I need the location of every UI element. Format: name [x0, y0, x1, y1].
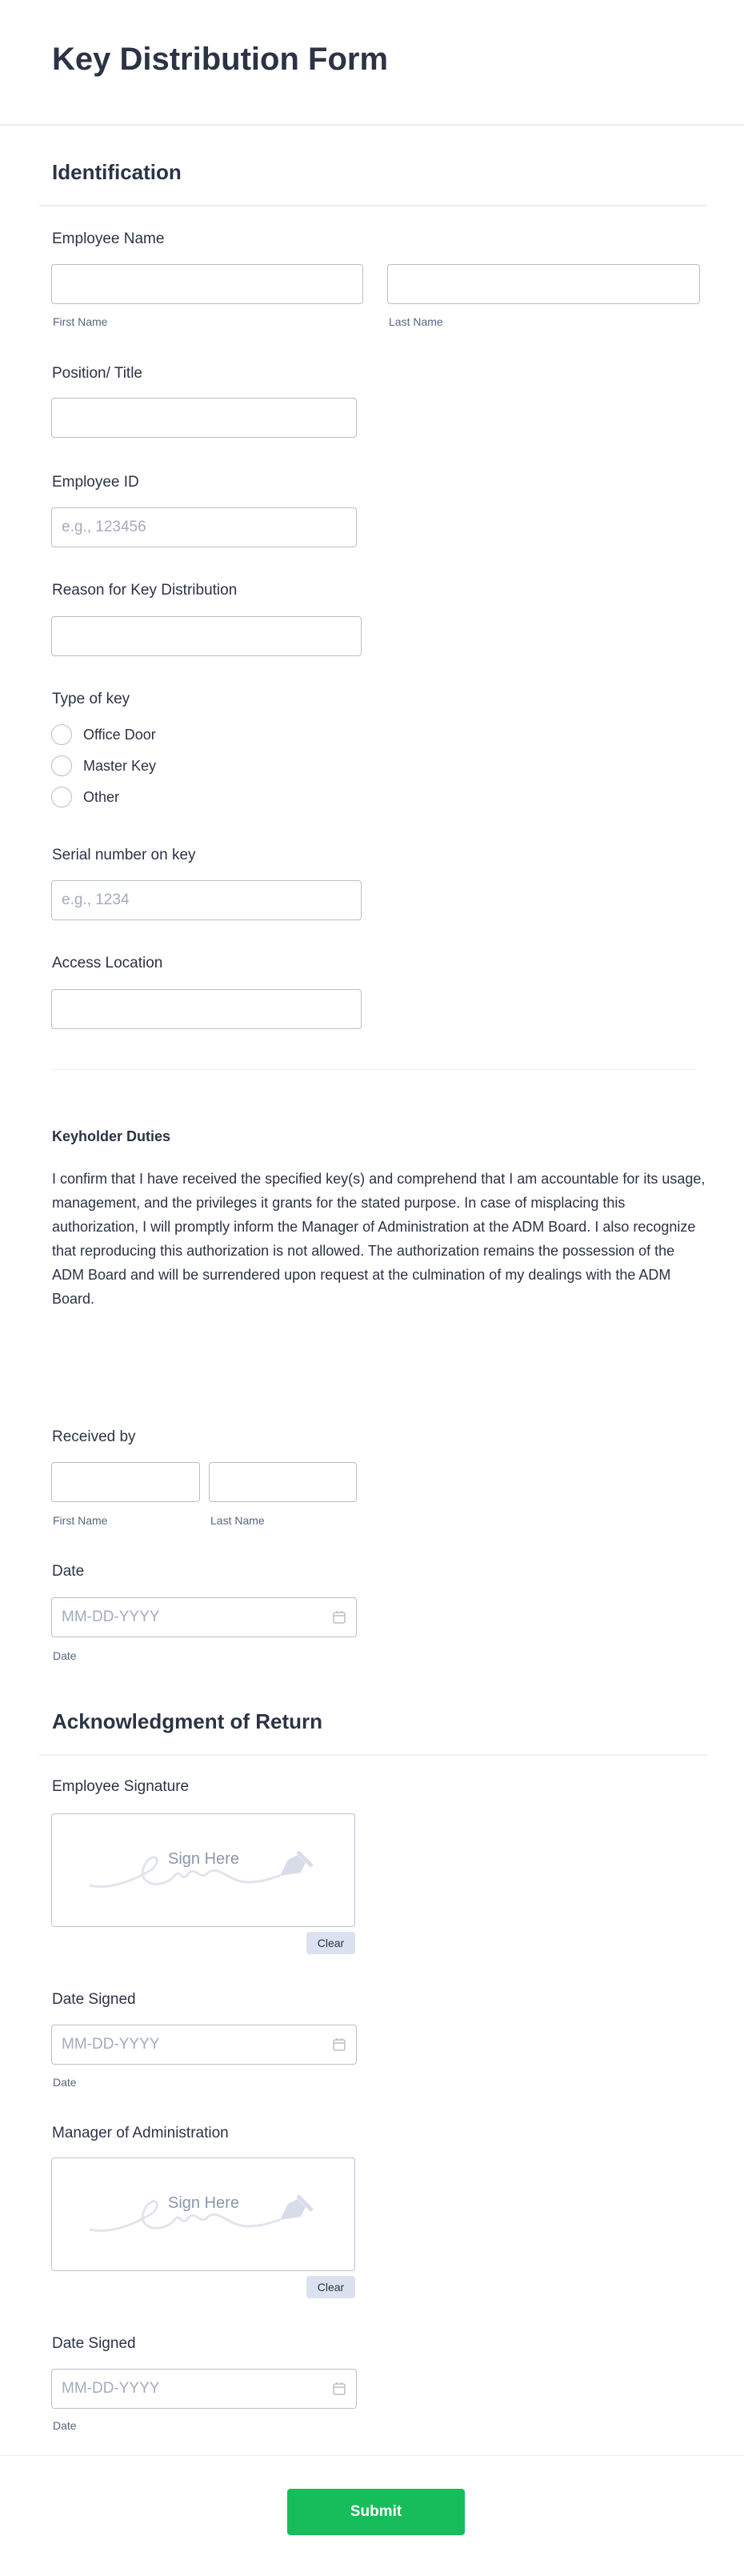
last-name-sublabel: Last Name: [210, 1514, 265, 1527]
calendar-icon[interactable]: [332, 1610, 346, 1625]
reason-input[interactable]: [51, 616, 362, 656]
sign-here-hint: Sign Here: [168, 2194, 239, 2212]
serial-placeholder: e.g., 1234: [62, 891, 130, 908]
header-divider: [0, 124, 744, 126]
divider: [39, 1754, 706, 1756]
radio-circle[interactable]: [51, 724, 72, 745]
radio-circle[interactable]: [51, 787, 72, 807]
access-location-label: Access Location: [52, 955, 163, 972]
form-title: Key Distribution Form: [52, 42, 389, 77]
received-by-label: Received by: [52, 1428, 136, 1445]
employee-name-label: Employee Name: [52, 230, 165, 247]
date-sublabel: Date: [53, 2419, 77, 2432]
employee-id-label: Employee ID: [52, 474, 139, 491]
section-identification-heading: Identification: [52, 160, 182, 184]
received-last-name-input[interactable]: [209, 1462, 357, 1502]
radio-master-key[interactable]: [51, 755, 156, 776]
date-signed-label: Date Signed: [52, 1991, 136, 2008]
employee-signature-label: Employee Signature: [52, 1778, 190, 1795]
footer-divider: [0, 2455, 744, 2456]
duties-text: I confirm that I have received the specified key(s) and comprehend that I am accountable for its usage, management, and the privileges it grants for the stated purpose. In case of misplacing this authorization, I will promptly inform the Manager of Administration at the ADM Board. I also recognize that reproducing this authorization is not allowed. The authorization remains the possession of the ADM Board and will be surrendered upon request at the culmination of my dealings with the ADM Board.: [52, 1171, 706, 1307]
date-label: Date: [52, 1563, 85, 1580]
radio-circle[interactable]: [51, 755, 72, 776]
employee-first-name-input[interactable]: [51, 264, 363, 304]
date-signed-label: Date Signed: [52, 2335, 136, 2352]
employee-id-placeholder: e.g., 123456: [62, 519, 146, 535]
access-location-input[interactable]: [51, 989, 362, 1029]
received-first-name-input[interactable]: [51, 1462, 200, 1502]
calendar-icon[interactable]: [332, 2382, 346, 2396]
submit-button[interactable]: Submit: [287, 2489, 465, 2535]
date-placeholder: MM-DD-YYYY: [62, 2036, 160, 2053]
signature-pen-icon: [88, 1850, 320, 1898]
serial-input[interactable]: [51, 880, 362, 920]
key-type-label: Type of key: [52, 691, 130, 707]
first-name-sublabel: First Name: [53, 1514, 108, 1527]
first-name-sublabel: First Name: [53, 315, 108, 328]
date-signed-input[interactable]: [51, 2025, 357, 2065]
radio-label: Master Key: [83, 757, 157, 774]
section-acknowledgment-heading: Acknowledgment of Return: [52, 1709, 323, 1733]
date-placeholder: MM-DD-YYYY: [62, 2380, 160, 2397]
radio-other[interactable]: [51, 787, 119, 807]
calendar-icon[interactable]: [332, 2037, 346, 2052]
last-name-sublabel: Last Name: [389, 315, 443, 328]
duties-heading: Keyholder Duties: [52, 1128, 171, 1144]
serial-label: Serial number on key: [52, 847, 196, 863]
date-placeholder: MM-DD-YYYY: [62, 1608, 160, 1625]
sign-here-hint: Sign Here: [168, 1850, 239, 1868]
position-input[interactable]: [51, 398, 357, 438]
clear-manager-signature-button[interactable]: Clear: [306, 2276, 355, 2298]
signature-pen-icon: [88, 2194, 320, 2242]
reason-label: Reason for Key Distribution: [52, 582, 238, 599]
clear-employee-signature-button[interactable]: Clear: [306, 1932, 355, 1954]
date-input[interactable]: [51, 1597, 357, 1637]
date-sublabel: Date: [53, 1649, 77, 1662]
manager-signature-pad[interactable]: [51, 2157, 355, 2271]
divider: [53, 1069, 696, 1070]
radio-label: Office Door: [83, 726, 156, 743]
radio-office-door[interactable]: [51, 724, 156, 745]
radio-label: Other: [83, 788, 120, 805]
employee-id-input[interactable]: [51, 507, 357, 547]
divider: [39, 205, 706, 206]
date-signed-input-2[interactable]: [51, 2369, 357, 2409]
date-sublabel: Date: [53, 2076, 77, 2089]
employee-last-name-input[interactable]: [387, 264, 700, 304]
manager-signature-label: Manager of Administration: [52, 2125, 229, 2141]
employee-signature-pad[interactable]: [51, 1813, 355, 1927]
position-label: Position/ Title: [52, 365, 142, 382]
